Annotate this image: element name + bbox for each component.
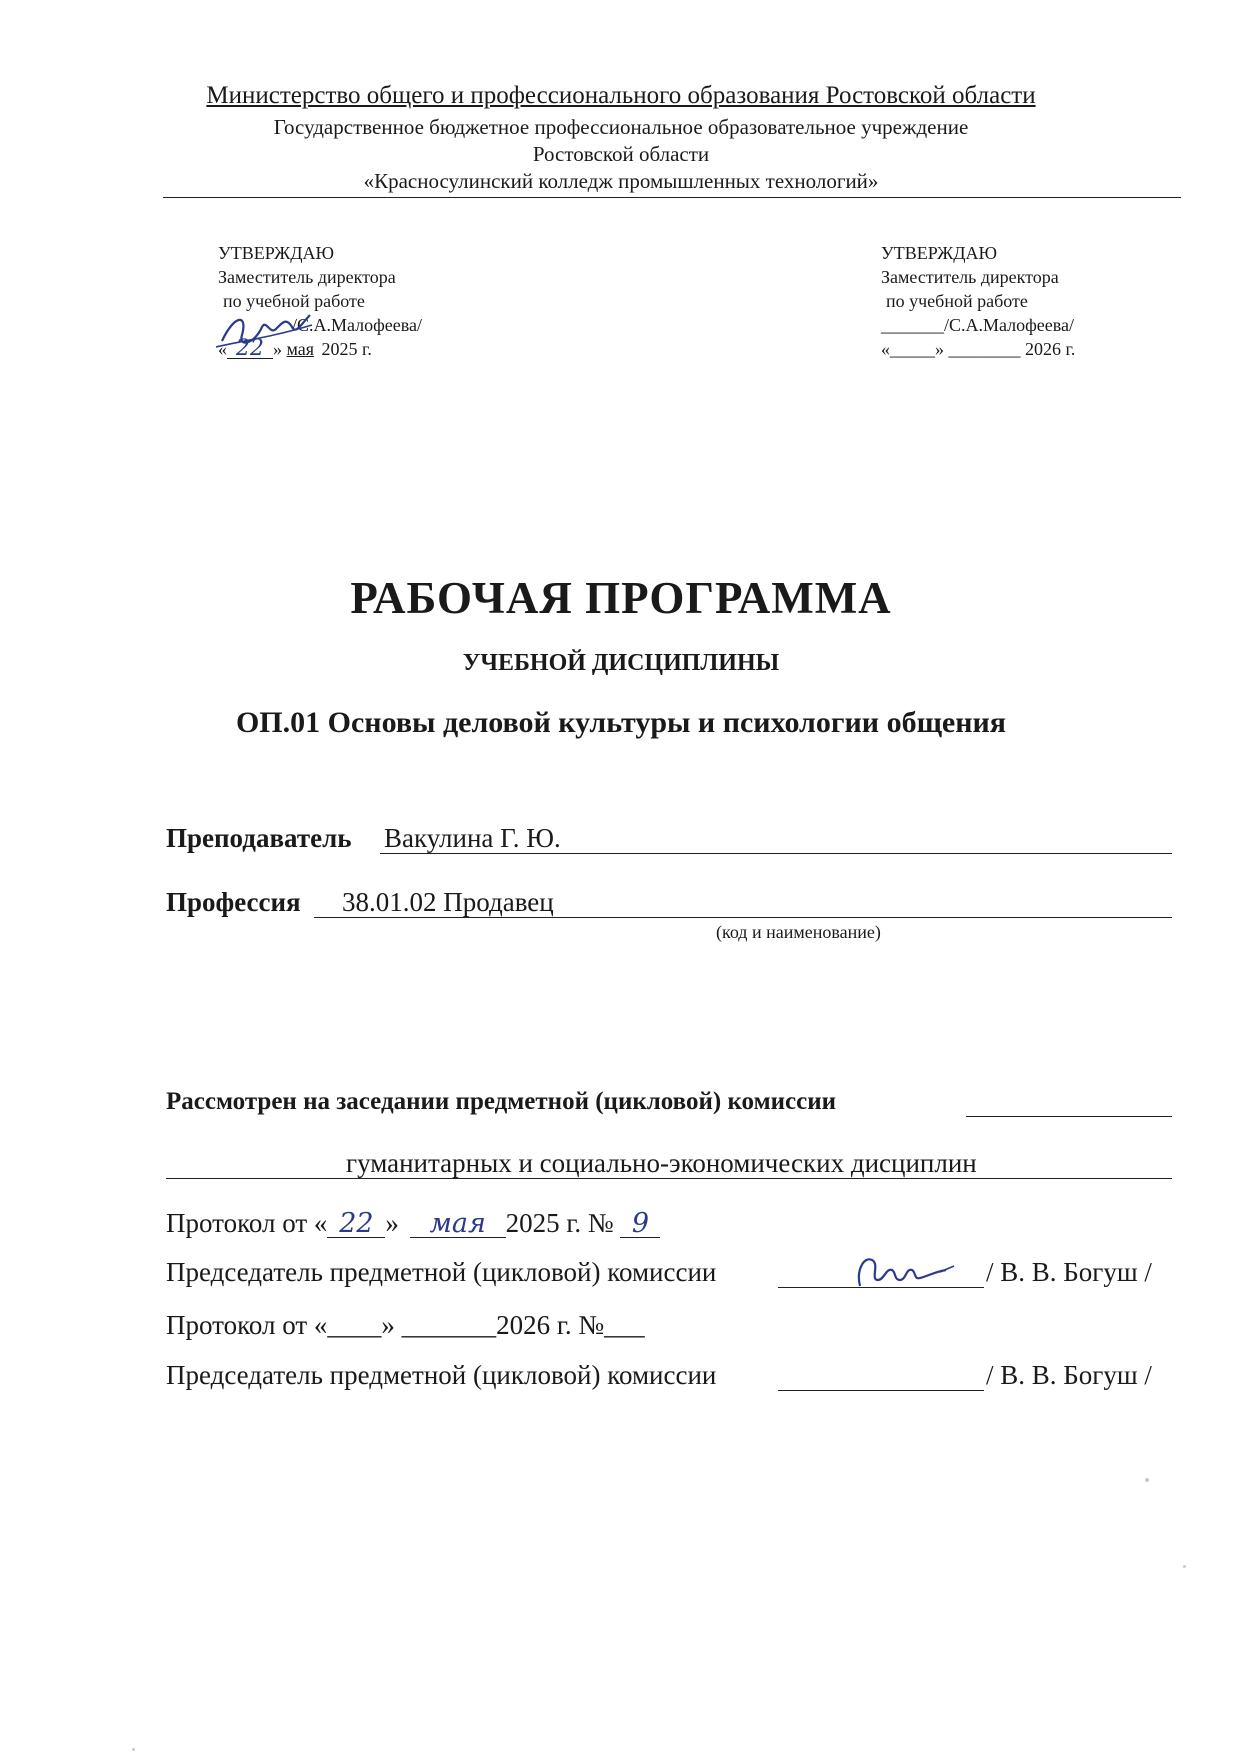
date-open-quote: «: [218, 339, 227, 359]
protocol-1-year: 2025 г. №: [505, 1208, 614, 1238]
approval-right-department: по учебной работе: [886, 291, 1028, 311]
protocol-1-day: 22: [327, 1211, 385, 1238]
date-close-quote: »: [273, 339, 282, 359]
commission-considered: Рассмотрен на заседании предметной (цикловой) комиссии: [166, 1088, 837, 1115]
date-month: мая: [286, 339, 315, 359]
teacher-label: Преподаватель: [166, 823, 352, 853]
profession-value: 38.01.02 Продавец: [342, 887, 554, 917]
institution-line2: Ростовской области: [532, 142, 710, 166]
chair-2-name: / В. В. Богуш /: [986, 1360, 1152, 1390]
profession-label: Профессия: [166, 887, 301, 917]
approval-right-position: Заместитель директора: [881, 267, 1059, 287]
chair-signature: [850, 1250, 960, 1294]
commission-name: гуманитарных и социально-экономических дисциплин: [346, 1148, 977, 1178]
chair-2-label: Председатель предметной (цикловой) комиссии: [166, 1360, 717, 1390]
approval-left-signer: /С.А.Малофеева/: [292, 315, 423, 335]
protocol-1-number: 9: [620, 1211, 660, 1238]
approval-right-date: «_____» ________ 2026 г.: [881, 339, 1076, 359]
approval-signature: [212, 305, 322, 355]
approval-left-title: УТВЕРЖДАЮ: [218, 243, 335, 263]
chair-1-name: / В. В. Богуш /: [986, 1257, 1152, 1287]
protocol-1-prefix: Протокол от «: [166, 1208, 328, 1238]
institution-line1: Государственное бюджетное профессиональное образовательное учреждение: [273, 115, 969, 139]
profession-hint: (код и наименование): [716, 922, 881, 942]
protocol-1-mid: »: [385, 1208, 399, 1238]
document-subtitle: УЧЕБНОЙ ДИСЦИПЛИНЫ: [462, 650, 780, 676]
header-rule: [163, 197, 1181, 198]
scan-speck: [1145, 1478, 1149, 1482]
protocol-1: [166, 1208, 660, 1239]
protocol-2: Протокол от «____» _______2026 г. №___: [166, 1310, 645, 1340]
document-title: РАБОЧАЯ ПРОГРАММА: [350, 573, 892, 623]
ministry-text: Министерство общего и профессионального образования Ростовской области: [206, 82, 1036, 109]
handwritten-day: 22: [227, 340, 273, 359]
commission-considered-blank: [966, 1116, 1172, 1117]
teacher-line: [166, 823, 352, 854]
chair-2-blank: [778, 1390, 984, 1391]
approval-left-department: по учебной работе: [223, 291, 365, 311]
date-year: 2025 г.: [321, 339, 372, 359]
discipline-title: ОП.01 Основы деловой культуры и психологии общения: [235, 706, 1007, 739]
ministry-heading: [0, 82, 1242, 110]
college-name: «Красносулинский колледж промышленных технологий»: [363, 169, 879, 193]
teacher-name: Вакулина Г. Ю.: [384, 823, 561, 853]
chair-1-label: Председатель предметной (цикловой) комиссии: [166, 1257, 717, 1287]
approval-right-title: УТВЕРЖДАЮ: [881, 243, 998, 263]
protocol-1-month: мая: [410, 1211, 506, 1238]
approval-right-signer: _______/С.А.Малофеева/: [881, 315, 1075, 335]
scan-speck: [132, 1748, 135, 1751]
approval-left-position: Заместитель директора: [218, 267, 396, 287]
scan-speck: [1183, 1565, 1186, 1568]
